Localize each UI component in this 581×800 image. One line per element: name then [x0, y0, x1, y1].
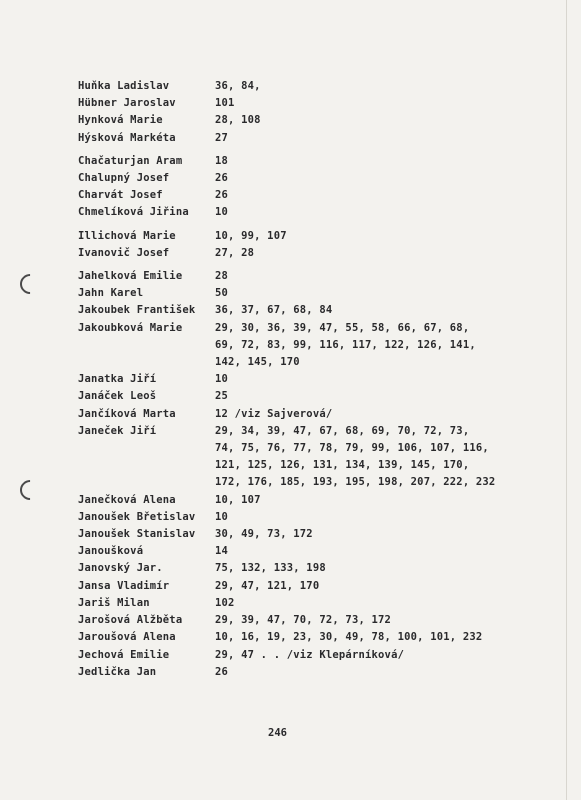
entry-page-refs [215, 560, 518, 577]
punch-hole-mark [16, 476, 44, 504]
entry-name: Janoušek Břetislav [78, 510, 196, 523]
entry-ref-line: 74, 75, 76, 77, 78, 79, 99, 106, 107, 116, [215, 442, 489, 455]
index-entry [78, 664, 518, 681]
entry-page-refs [215, 320, 518, 372]
index-entry [78, 320, 518, 372]
entry-ref-line: 10 [215, 373, 229, 386]
entry-ref-line: 27 [215, 131, 229, 144]
entry-page-refs [215, 112, 518, 129]
index-entry [78, 112, 518, 129]
entry-ref-line: 25 [215, 390, 229, 403]
index-entry [78, 153, 518, 170]
entry-ref-line: 50 [215, 287, 229, 300]
entry-ref-line: 36, 84, [215, 80, 261, 92]
entry-ref-line: 29, 30, 36, 39, 47, 55, 58, 66, 67, 68, [215, 321, 470, 334]
entry-name: Huňka Ladislav [78, 80, 170, 92]
entry-page-refs [215, 153, 518, 170]
entry-name: Janovský Jar. [78, 562, 163, 575]
entry-page-refs [215, 578, 518, 595]
entry-name: Janeček Jiří [78, 424, 157, 437]
entry-page-refs [215, 423, 518, 492]
entry-name: Jančíková Marta [78, 407, 176, 420]
entry-ref-line: 27, 28 [215, 246, 255, 259]
entry-page-refs [215, 629, 518, 646]
entry-ref-line: 10, 16, 19, 23, 30, 49, 78, 100, 101, 232 [215, 631, 483, 644]
index-entry [78, 371, 518, 388]
index-entry [78, 187, 518, 204]
entry-ref-line: 28, 108 [215, 114, 261, 127]
entry-ref-line: 29, 47 . . /viz Klepárníková/ [215, 648, 405, 661]
entry-page-refs [215, 268, 518, 285]
entry-page-refs [215, 285, 518, 302]
entry-page-refs [215, 664, 518, 681]
entry-name: Janoušková [78, 545, 144, 558]
entry-ref-line: 28 [215, 270, 229, 283]
entry-name: Jahn Karel [78, 287, 144, 300]
entry-ref-line: 29, 39, 47, 70, 72, 73, 172 [215, 614, 392, 627]
entry-page-refs [215, 388, 518, 405]
index-entry [78, 560, 518, 577]
entry-ref-line: 26 [215, 189, 229, 202]
entry-name: Charvát Josef [78, 189, 163, 202]
entry-page-refs [215, 95, 518, 112]
entry-name: Janáček Leoš [78, 390, 157, 403]
entry-ref-line: 172, 176, 185, 193, 195, 198, 207, 222, 232 [215, 476, 496, 489]
entry-name: Chmelíková Jiřina [78, 206, 189, 219]
entry-name: Chačaturjan Aram [78, 154, 183, 167]
entry-name: Janoušek Stanislav [78, 528, 196, 541]
entry-page-refs [215, 130, 518, 147]
entry-ref-line: 26 [215, 665, 229, 678]
entry-ref-line: 30, 49, 73, 172 [215, 528, 313, 541]
entry-ref-line: 29, 34, 39, 47, 67, 68, 69, 70, 72, 73, [215, 424, 470, 437]
entry-page-refs [215, 509, 518, 526]
index-entry [78, 509, 518, 526]
entry-ref-line: 36, 37, 67, 68, 84 [215, 304, 333, 317]
index-entry [78, 595, 518, 612]
index-entry [78, 578, 518, 595]
entry-name: Chalupný Josef [78, 172, 170, 185]
entry-page-refs [215, 228, 518, 245]
entry-ref-line: 10 [215, 206, 229, 219]
index-entry [78, 268, 518, 285]
index-entry [78, 388, 518, 405]
index-entry [78, 95, 518, 112]
entry-name: Jahelková Emilie [78, 270, 183, 283]
index-entry [78, 526, 518, 543]
entry-ref-line: 142, 145, 170 [215, 356, 300, 369]
entry-name: Hübner Jaroslav [78, 97, 176, 110]
index-entry [78, 647, 518, 664]
index-entry [78, 423, 518, 492]
entry-ref-line: 10 [215, 510, 229, 523]
entry-name: Hynková Marie [78, 114, 163, 127]
entry-ref-line: 10, 99, 107 [215, 229, 287, 242]
entry-ref-line: 101 [215, 97, 235, 110]
entry-page-refs [215, 187, 518, 204]
entry-ref-line: 26 [215, 172, 229, 185]
entry-ref-line: 29, 47, 121, 170 [215, 579, 320, 592]
entry-name: Jakoubková Marie [78, 321, 183, 334]
entry-name: Jansa Vladimír [78, 579, 170, 592]
index-entry [78, 228, 518, 245]
entry-page-refs [215, 526, 518, 543]
entry-ref-line: 121, 125, 126, 131, 134, 139, 145, 170, [215, 459, 470, 472]
index-entry [78, 302, 518, 319]
entry-name: Jarošová Alžběta [78, 614, 183, 627]
entry-ref-line: 14 [215, 545, 229, 558]
index-entry [78, 130, 518, 147]
entry-page-refs [215, 647, 518, 664]
entry-ref-line: 75, 132, 133, 198 [215, 562, 326, 575]
index-entry [78, 612, 518, 629]
entry-name: Janečková Alena [78, 493, 176, 506]
entry-name: Jaroušová Alena [78, 631, 176, 644]
index-entry [78, 170, 518, 187]
entry-name: Jechová Emilie [78, 648, 170, 661]
index-entry [78, 492, 518, 509]
entry-ref-line: 12 /viz Sajverová/ [215, 407, 333, 420]
entry-name: Jakoubek František [78, 304, 196, 317]
entry-page-refs [215, 78, 518, 95]
page-number: 246 [268, 727, 287, 739]
entry-ref-line: 10, 107 [215, 493, 261, 506]
entry-ref-line: 102 [215, 596, 235, 609]
entry-name: Hýsková Markéta [78, 131, 176, 144]
entry-page-refs [215, 170, 518, 187]
entry-page-refs [215, 612, 518, 629]
entry-ref-line: 18 [215, 154, 229, 167]
entry-page-refs [215, 406, 518, 423]
entry-page-refs [215, 371, 518, 388]
entry-page-refs [215, 302, 518, 319]
entry-name: Jariš Milan [78, 596, 150, 609]
entry-page-refs [215, 492, 518, 509]
entry-name: Ivanovič Josef [78, 246, 170, 259]
entry-name: Illichová Marie [78, 229, 176, 242]
entry-ref-line: 69, 72, 83, 99, 116, 117, 122, 126, 141, [215, 338, 476, 351]
entry-name: Jedlička Jan [78, 665, 157, 678]
index-entry [78, 245, 518, 262]
index-entry [78, 406, 518, 423]
index-entry [78, 285, 518, 302]
entry-page-refs [215, 204, 518, 221]
page-edge-line [566, 0, 567, 800]
punch-hole-mark [16, 270, 44, 298]
index-entries [78, 78, 518, 681]
entry-page-refs [215, 543, 518, 560]
index-entry [78, 629, 518, 646]
entry-page-refs [215, 595, 518, 612]
index-entry [78, 543, 518, 560]
index-entry [78, 78, 518, 95]
entry-page-refs [215, 245, 518, 262]
entry-name: Janatka Jiří [78, 373, 157, 386]
index-entry [78, 204, 518, 221]
